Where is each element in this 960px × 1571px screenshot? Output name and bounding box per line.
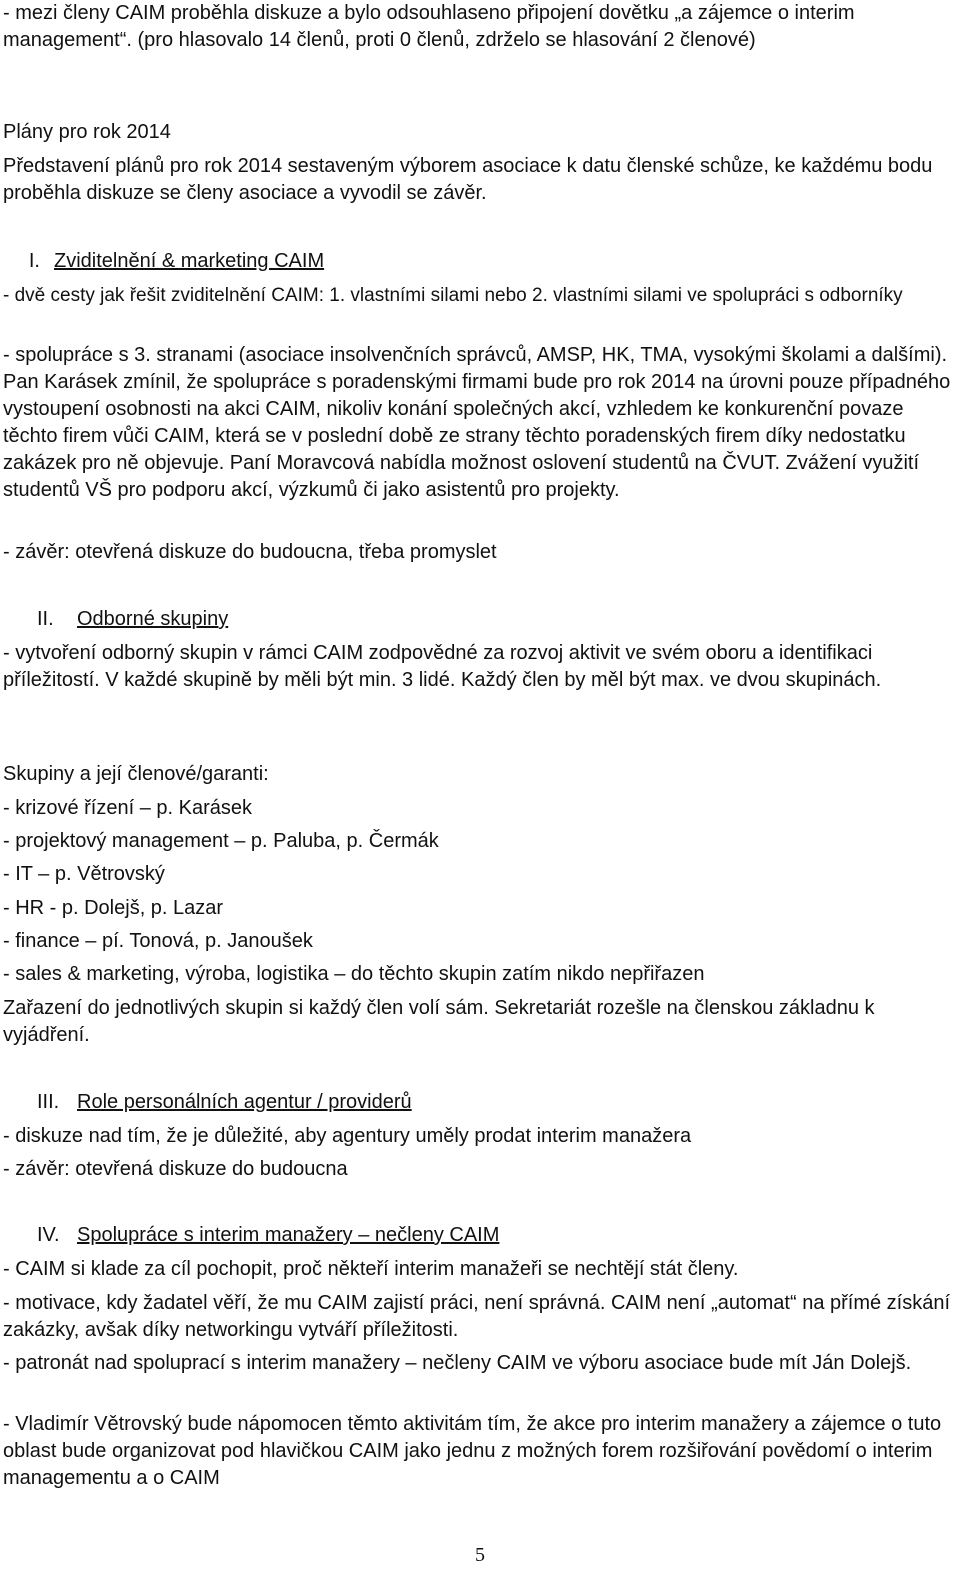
section-1-line-2: - spolupráce s 3. stranami (asociace insolvenčních správců, AMSP, HK, TMA, vysokými školami a dalšími). Pan Karásek zmínil, že spolupráce s poradenskými firmami bude pro rok 2014 na úrovni pouze případného vystoupení osobnosti na akci CAIM, nikoliv konání společných akcí, vzhledem ke konkurenční povaze těchto firem vůči CAIM, která se v poslední době ze strany těchto poradenských firem díky nedostatku zakázek pro ně objevuje. Paní Moravcová nabídla možnost oslovení studentů na ČVUT. Zvážení využití studentů VŠ pro podporu akcí, výzkumů či jako asistentů pro projekty. [3,344,951,501]
section-4-line-1: - CAIM si klade za cíl pochopit, proč někteří interim manažeři se nechtějí stát členy. [3,1258,739,1280]
section-3-title: Role personálních agentur / providerů [77,1091,412,1113]
section-3-line-2: - závěr: otevřená diskuze do budoucna [3,1158,348,1180]
section-1-number: I. [28,250,40,272]
section-1-line-1: - dvě cesty jak řešit zviditelnění CAIM: 1. vlastními silami nebo 2. vlastními silami ve spolupráci s odborníky [3,285,903,306]
section-2-title: Odborné skupiny [77,608,229,630]
section-1-heading [3,248,324,275]
section-2-text: - vytvoření odborný skupin v rámci CAIM zodpovědné za rozvoj aktivit ve svém oboru a identifikaci příležitostí. V každé skupině by měli být min. 3 lidé. Každý člen by měl být max. ve dvou skupinách. [3,642,882,691]
groups-closing: Zařazení do jednotlivých skupin si každý člen volí sám. Sekretariát rozešle na členskou základnu k vyjádření. [3,997,875,1046]
section-3-number: III. [37,1091,60,1113]
group-item: - krizové řízení – p. Karásek [3,797,252,819]
plans-text: Představení plánů pro rok 2014 sestaveným výborem asociace k datu členské schůze, ke každému bodu proběhla diskuze se členy asociace a vyvodil se závěr. [3,155,933,204]
group-item: - sales & marketing, výroba, logistika – do těchto skupin zatím nikdo nepřiřazen [3,963,705,985]
section-2-heading [3,606,228,633]
group-item: - finance – pí. Tonová, p. Janoušek [3,930,313,952]
section-3-heading [3,1089,412,1116]
group-item: - projektový management – p. Paluba, p. Čermák [3,830,439,852]
section-1-line-3: - závěr: otevřená diskuze do budoucna, třeba promyslet [3,541,497,563]
section-4-number: IV. [37,1224,60,1246]
group-item: - IT – p. Větrovský [3,863,165,885]
section-4-line-2: - motivace, kdy žadatel věří, že mu CAIM zajistí práci, není správná. CAIM není „automat“ na přímé získání zakázky, avšak díky networkingu vytváří příležitosti. [3,1292,951,1341]
intro-paragraph: - mezi členy CAIM proběhla diskuze a bylo odsouhlaseno připojení dovětku „a zájemce o interim management“. (pro hlasovalo 14 členů, proti 0 členů, zdrželo se hlasování 2 členové) [3,2,855,51]
section-2-number: II. [37,608,54,630]
plans-title: Plány pro rok 2014 [3,121,171,143]
groups-title: Skupiny a její členové/garanti: [3,763,269,785]
section-1-title: Zviditelnění & marketing CAIM [54,250,325,272]
group-item: - HR - p. Dolejš, p. Lazar [3,897,224,919]
page-number: 5 [475,1544,485,1566]
section-4-heading [3,1222,499,1249]
section-3-line-1: - diskuze nad tím, že je důležité, aby agentury uměly prodat interim manažera [3,1125,692,1147]
section-4-line-4: - Vladimír Větrovský bude nápomocen těmto aktivitám tím, že akce pro interim manažery a zájemce o tuto oblast bude organizovat pod hlavičkou CAIM jako jednu z možných forem rozšiřování povědomí o interim managementu a o CAIM [3,1413,942,1489]
section-4-title: Spolupráce s interim manažery – nečleny CAIM [77,1224,500,1246]
section-4-line-3: - patronát nad spoluprací s interim manažery – nečleny CAIM ve výboru asociace bude mít Ján Dolejš. [3,1352,912,1374]
